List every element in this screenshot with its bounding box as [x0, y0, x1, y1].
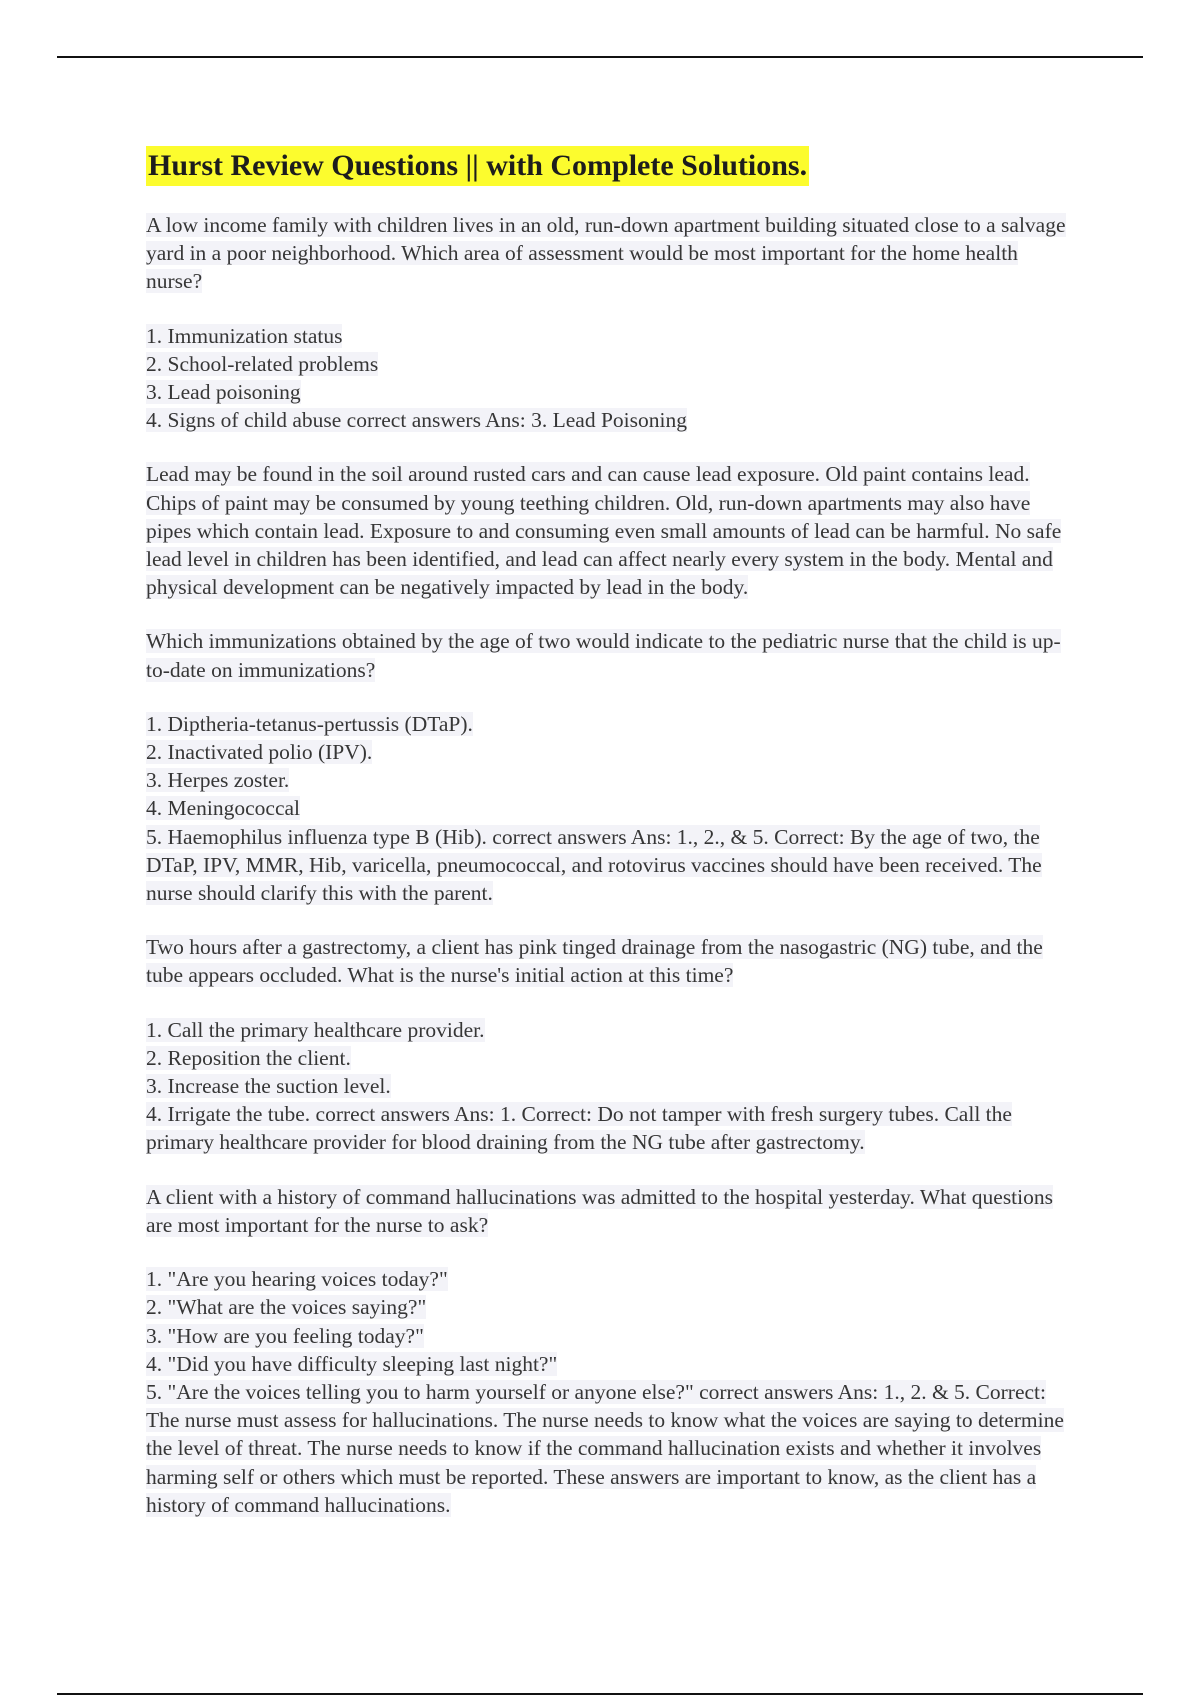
option-item: [146, 823, 1066, 908]
option-text: 4. Signs of child abuse correct answers Ans: 3. Lead Poisoning: [146, 408, 687, 433]
top-rule: [57, 56, 1143, 58]
option-item: [146, 1322, 1066, 1350]
option-text: 3. Lead poisoning: [146, 380, 301, 405]
option-text: 2. Inactivated polio (IPV).: [146, 740, 373, 765]
option-item: [146, 766, 1066, 794]
option-item: [146, 1350, 1066, 1378]
option-text: 1. "Are you hearing voices today?": [146, 1267, 448, 1292]
document-body: [146, 146, 1066, 1545]
document-title: Hurst Review Questions || with Complete Solutions.: [146, 146, 809, 186]
option-text: 2. Reposition the client.: [146, 1045, 351, 1070]
option-text: 5. Haemophilus influenza type B (Hib). correct answers Ans: 1., 2., & 5. Correct: By the age of two, the DTaP, IPV, MMR, Hib, varicella, pneumococcal, and rotovirus vaccines should have been received. The nurse should clarify this with the parent.: [146, 824, 1042, 906]
question-1-text: [146, 211, 1066, 296]
option-item: [146, 322, 1066, 350]
question-3-options: [146, 1016, 1066, 1157]
question-2-text: [146, 627, 1066, 683]
option-item: [146, 710, 1066, 738]
option-text: 1. Call the primary healthcare provider.: [146, 1017, 485, 1042]
option-text: 3. "How are you feeling today?": [146, 1323, 424, 1348]
option-item: [146, 1044, 1066, 1072]
option-item: [146, 1378, 1066, 1519]
option-text: 4. Irrigate the tube. correct answers Ans: 1. Correct: Do not tamper with fresh surgery tubes. Call the primary healthcare provider for blood draining from the NG tube after gastrectomy.: [146, 1102, 1012, 1155]
option-text: 3. Herpes zoster.: [146, 768, 290, 793]
option-item: [146, 1293, 1066, 1321]
option-item: [146, 1100, 1066, 1156]
question-1-explanation-content: Lead may be found in the soil around rusted cars and can cause lead exposure. Old paint contains lead. Chips of paint may be consumed by young teething children. Old, run-down apartments may also have pipes which contain lead. Exposure to and consuming even small amounts of lead can be harmful. No safe lead level in children has been identified, and lead can affect nearly every system in the body. Mental and physical development can be negatively impacted by lead in the body.: [146, 462, 1062, 600]
option-item: [146, 406, 1066, 434]
option-text: 2. School-related problems: [146, 351, 379, 376]
option-item: [146, 738, 1066, 766]
question-2-text-content: Which immunizations obtained by the age of two would indicate to the pediatric nurse that the child is up-to-date on immunizations?: [146, 629, 1061, 682]
question-1-text-content: A low income family with children lives in an old, run-down apartment building situated close to a salvage yard in a poor neighborhood. Which area of assessment would be most important for the home health nurse?: [146, 213, 1066, 294]
question-4-text: [146, 1183, 1066, 1239]
option-text: 2. "What are the voices saying?": [146, 1295, 427, 1320]
option-item: [146, 1265, 1066, 1293]
question-4-text-content: A client with a history of command hallucinations was admitted to the hospital yesterday. What questions are most important for the nurse to ask?: [146, 1184, 1053, 1237]
option-item: [146, 1016, 1066, 1044]
question-3-text-content: Two hours after a gastrectomy, a client has pink tinged drainage from the nasogastric (NG) tube, and the tube appears occluded. What is the nurse's initial action at this time?: [146, 935, 1043, 988]
option-text: 4. Meningococcal: [146, 796, 301, 821]
option-item: [146, 1072, 1066, 1100]
question-4-options: [146, 1265, 1066, 1519]
question-1-explanation: [146, 460, 1066, 601]
option-text: 1. Immunization status: [146, 323, 343, 348]
question-3-text: [146, 933, 1066, 989]
option-item: [146, 350, 1066, 378]
question-1-options: [146, 322, 1066, 435]
option-text: 1. Diptheria-tetanus-pertussis (DTaP).: [146, 711, 473, 736]
question-2-options: [146, 710, 1066, 907]
option-text: 3. Increase the suction level.: [146, 1074, 391, 1099]
option-item: [146, 794, 1066, 822]
bottom-rule: [57, 1693, 1143, 1695]
option-text: 4. "Did you have difficulty sleeping last night?": [146, 1351, 558, 1376]
option-item: [146, 378, 1066, 406]
option-text: 5. "Are the voices telling you to harm yourself or anyone else?" correct answers Ans: 1., 2. & 5. Correct: The nurse must assess for hallucinations. The nurse needs to know what the voices are saying to determine the level of threat. The nurse needs to know if the command hallucination exists and whether it involves harming self or others which must be reported. These answers are important to know, as the client has a history of command hallucinations.: [146, 1379, 1064, 1517]
